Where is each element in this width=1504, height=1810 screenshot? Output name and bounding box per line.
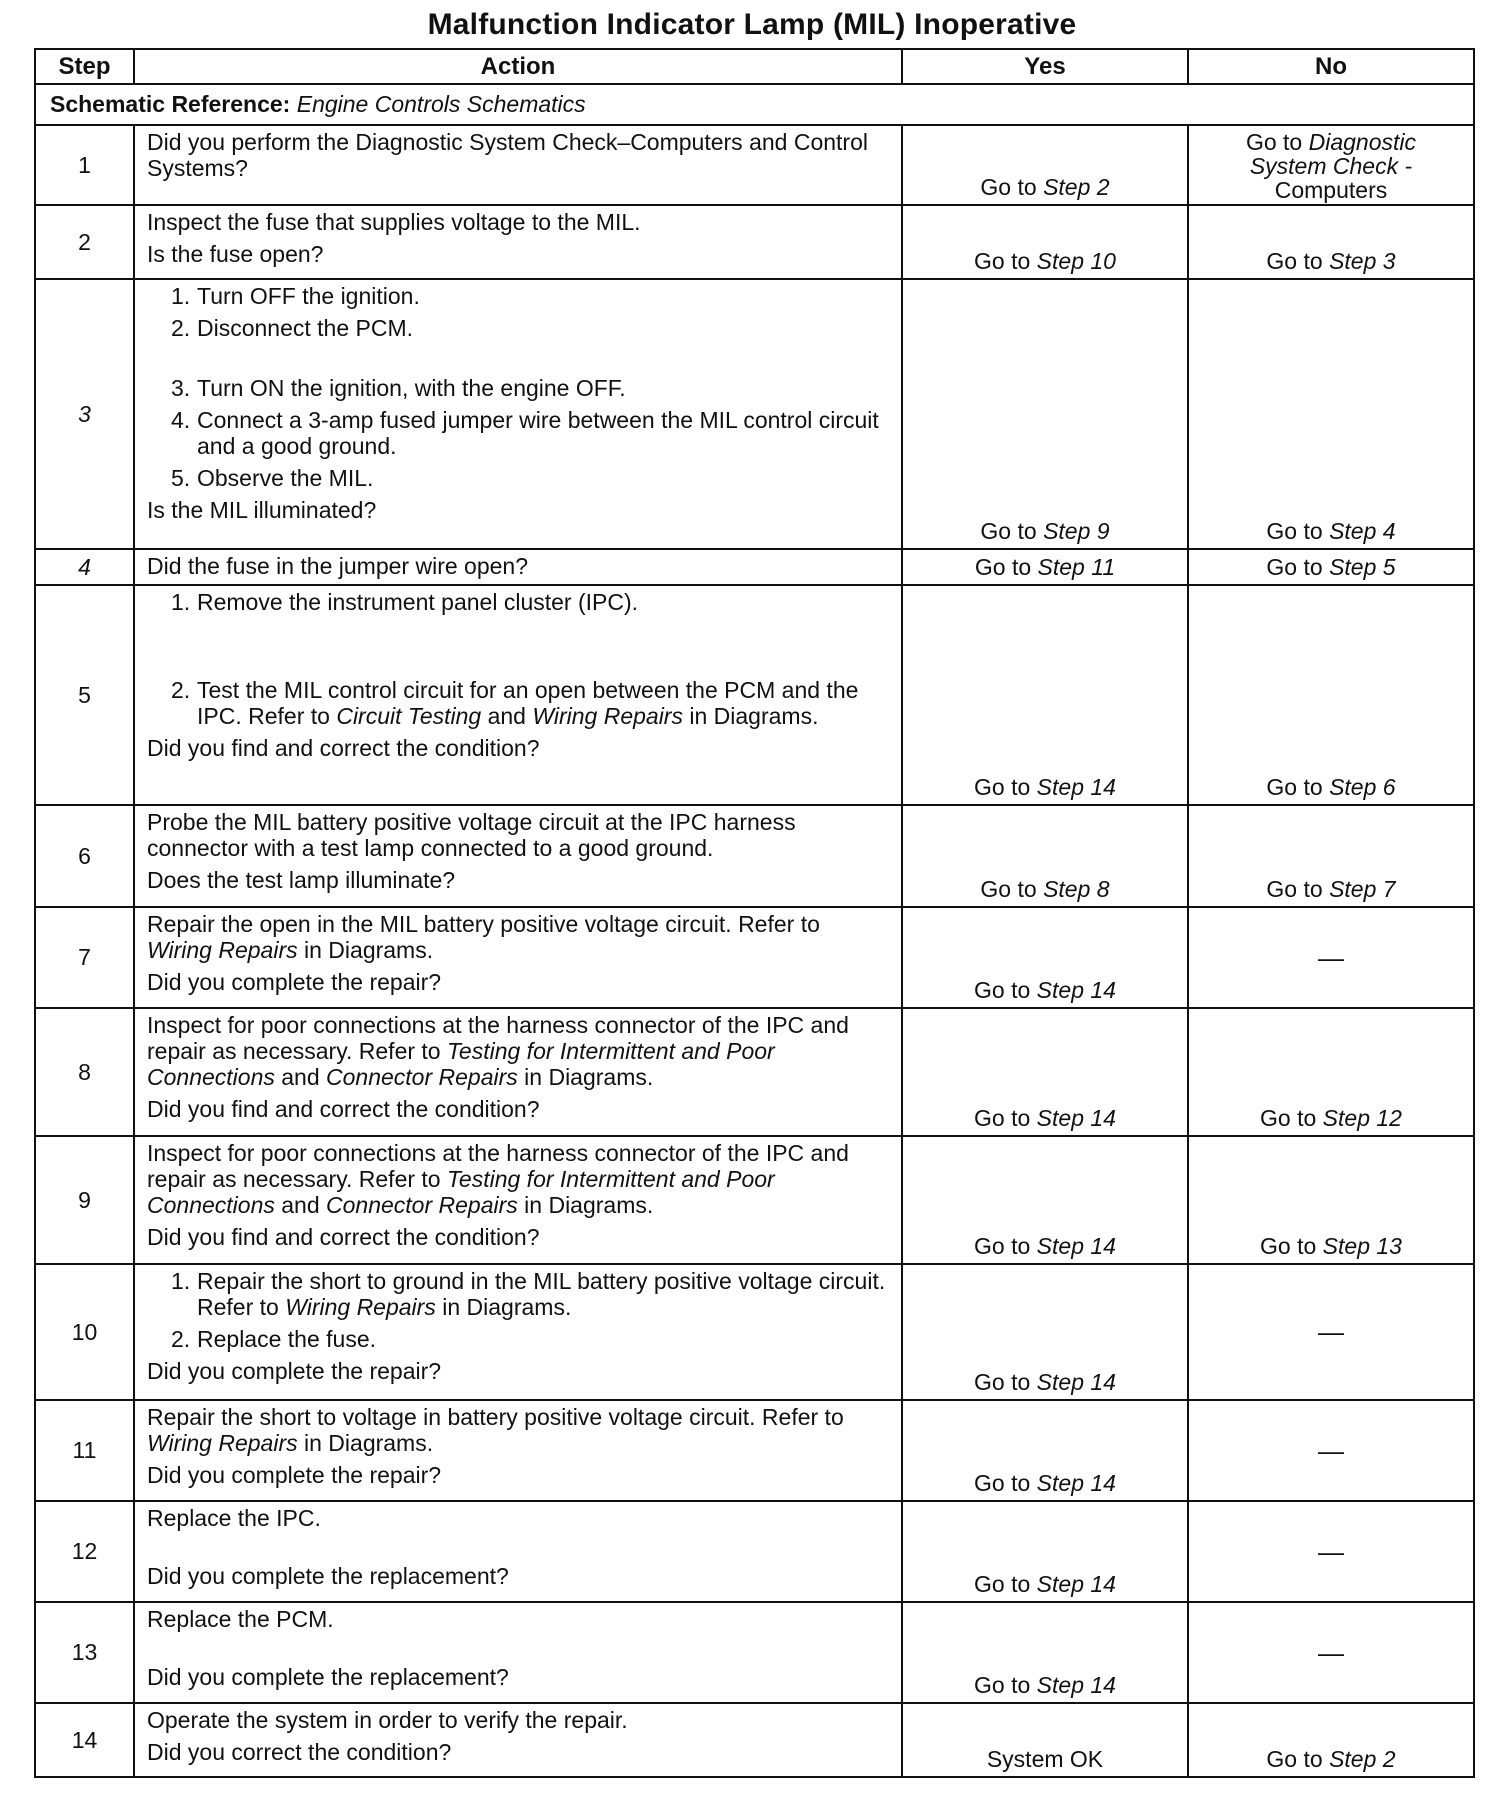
no-dash: — <box>1318 1435 1344 1465</box>
no-cell: Go to Step 3 <box>1188 205 1474 279</box>
action-question: Did you complete the repair? <box>147 1358 442 1384</box>
list-item: 5. Observe the MIL. <box>171 465 374 491</box>
action-question: Is the MIL illuminated? <box>147 497 377 523</box>
yes-step-link[interactable]: Step 14 <box>1036 1470 1116 1496</box>
yes-cell: Go to Step 11 <box>902 549 1188 585</box>
list-item: 2. Replace the fuse. <box>171 1326 377 1352</box>
header-action: Action <box>134 49 902 84</box>
action-cell: Inspect for poor connections at the harness connector of the IPC and repair as necessary. Refer to Testing for Intermittent and Poor Connections and Connector Repairs in Diagrams. Did you find and correct the condition? <box>134 1008 902 1136</box>
action-question: Did you complete the replacement? <box>147 1563 509 1589</box>
system-ok-text: System OK <box>986 1746 1104 1772</box>
no-cell: Go to Step 5 <box>1188 549 1474 585</box>
table-row <box>35 1008 1474 1136</box>
no-step-link[interactable]: Step 4 <box>1329 518 1396 544</box>
connector-repairs-link[interactable]: Connector Repairs <box>326 1192 518 1218</box>
action-cell: Operate the system in order to verify the repair. Did you correct the condition? <box>134 1703 902 1777</box>
action-cell: Probe the MIL battery positive voltage circuit at the IPC harness connector with a test lamp connected to a good ground. Does the test lamp illuminate? <box>134 805 902 907</box>
action-steps <box>147 589 891 729</box>
table-row <box>35 1400 1474 1501</box>
yes-cell: Go to Step 14 <box>902 1264 1188 1400</box>
action-cell <box>134 549 902 585</box>
action-cell <box>134 1264 902 1400</box>
yes-cell: Go to Step 14 <box>902 1602 1188 1703</box>
circuit-testing-link[interactable]: Circuit Testing <box>336 703 482 729</box>
step-number: 1 <box>35 125 134 205</box>
no-cell <box>1188 907 1474 1008</box>
yes-cell: Go to Step 14 <box>902 585 1188 805</box>
schematic-reference-label: Schematic Reference: <box>50 91 291 117</box>
header-row <box>35 49 1474 84</box>
yes-step-link[interactable]: Step 14 <box>1036 977 1116 1003</box>
table-row <box>35 1602 1474 1703</box>
list-item: 3. Turn ON the ignition, with the engine OFF. <box>171 375 626 401</box>
header-no: No <box>1188 49 1474 84</box>
action-question: Did you correct the condition? <box>147 1739 452 1765</box>
no-dash: — <box>1318 1536 1344 1566</box>
no-dash: — <box>1318 1316 1344 1347</box>
yes-step-link[interactable]: Step 14 <box>1036 1369 1116 1395</box>
yes-step-link[interactable]: Step 14 <box>1036 1672 1116 1698</box>
action-question: Did the fuse in the jumper wire open? <box>147 553 528 579</box>
yes-cell: Go to Step 14 <box>902 907 1188 1008</box>
yes-cell: Go to Step 14 <box>902 1501 1188 1602</box>
page-title: Malfunction Indicator Lamp (MIL) Inoperative <box>427 8 1077 41</box>
yes-step-link[interactable]: Step 14 <box>1036 1571 1116 1597</box>
step-number: 3 <box>35 279 134 549</box>
header-step: Step <box>35 49 134 84</box>
step-number: 4 <box>35 549 134 585</box>
action-cell <box>134 279 902 549</box>
step-number: 2 <box>35 205 134 279</box>
no-cell: Go to Step 12 <box>1188 1008 1474 1136</box>
step-number: 12 <box>35 1501 134 1602</box>
no-cell: Go to Step 13 <box>1188 1136 1474 1264</box>
no-cell: Go to Step 2 <box>1188 1703 1474 1777</box>
intermittent-connections-link[interactable]: Testing for Intermittent and Poor Connections <box>147 1166 775 1218</box>
action-question: Did you find and correct the condition? <box>147 1096 540 1122</box>
step-number: 6 <box>35 805 134 907</box>
table-row <box>35 1501 1474 1602</box>
no-cell <box>1188 1602 1474 1703</box>
action-cell: Repair the open in the MIL battery positive voltage circuit. Refer to Wiring Repairs in Diagrams. Did you complete the repair? <box>134 907 902 1008</box>
no-step-link[interactable]: Step 7 <box>1329 876 1396 902</box>
no-dash: — <box>1318 1637 1344 1667</box>
yes-step-link[interactable]: Step 9 <box>1043 518 1110 544</box>
wiring-repairs-link[interactable]: Wiring Repairs <box>285 1294 436 1320</box>
yes-cell: Go to Step 14 <box>902 1400 1188 1501</box>
action-cell <box>134 585 902 805</box>
list-item: 1. Remove the instrument panel cluster (IPC). <box>171 589 639 615</box>
schematic-reference-link[interactable]: Engine Controls Schematics <box>296 91 586 117</box>
wiring-repairs-link[interactable]: Wiring Repairs <box>147 1430 298 1456</box>
yes-cell: Go to Step 14 <box>902 1136 1188 1264</box>
yes-step-link[interactable]: Step 11 <box>1037 554 1116 580</box>
list-item: 2. Test the MIL control circuit for an open between the PCM and the IPC. Refer to Circuit Testing and Wiring Repairs in Diagrams. <box>171 677 859 729</box>
yes-cell: Go to Step 9 <box>902 279 1188 549</box>
no-step-link[interactable]: Step 3 <box>1329 248 1396 274</box>
list-item: 4. Connect a 3-amp fused jumper wire between the MIL control circuit and a good ground. <box>171 407 879 459</box>
no-step-link[interactable]: Step 6 <box>1329 774 1396 800</box>
table-row <box>35 1264 1474 1400</box>
step-number: 8 <box>35 1008 134 1136</box>
no-cell <box>1188 1264 1474 1400</box>
yes-step-link[interactable]: Step 8 <box>1043 876 1110 902</box>
list-item: 1. Repair the short to ground in the MIL battery positive voltage circuit. Refer to Wiring Repairs in Diagrams. <box>171 1268 886 1320</box>
no-cell: Go to Step 4 <box>1188 279 1474 549</box>
yes-step-link[interactable]: Step 10 <box>1036 248 1116 274</box>
table-row <box>35 549 1474 585</box>
list-item: 2. Disconnect the PCM. <box>171 315 414 341</box>
action-question: Did you find and correct the condition? <box>147 1224 540 1250</box>
schematic-reference <box>35 84 1474 125</box>
no-cell <box>1188 1400 1474 1501</box>
step-number: 13 <box>35 1602 134 1703</box>
table-row <box>35 1703 1474 1777</box>
no-cell: Go to Step 7 <box>1188 805 1474 907</box>
action-question: Did you complete the replacement? <box>147 1664 509 1690</box>
step-number: 9 <box>35 1136 134 1264</box>
table-row <box>35 585 1474 805</box>
step-number: 11 <box>35 1400 134 1501</box>
table-row <box>35 805 1474 907</box>
no-step-link[interactable]: Step 5 <box>1329 554 1396 580</box>
wiring-repairs-link[interactable]: Wiring Repairs <box>147 937 298 963</box>
step-number: 5 <box>35 585 134 805</box>
yes-step-link[interactable]: Step 14 <box>1036 1233 1116 1259</box>
yes-step-link[interactable]: Step 14 <box>1036 1105 1116 1131</box>
yes-step-link[interactable]: Step 2 <box>1043 174 1110 200</box>
no-step-link[interactable]: Step 12 <box>1322 1105 1402 1131</box>
action-question: Did you complete the repair? <box>147 969 442 995</box>
step-number: 14 <box>35 1703 134 1777</box>
step-number: 10 <box>35 1264 134 1400</box>
action-question: Did you complete the repair? <box>147 1462 442 1488</box>
no-step-link[interactable]: Diagnostic <box>1308 129 1417 155</box>
table-row <box>35 907 1474 1008</box>
action-steps <box>147 283 891 491</box>
connector-repairs-link[interactable]: Connector Repairs <box>326 1064 518 1090</box>
yes-step-link[interactable]: Step 14 <box>1036 774 1116 800</box>
header-yes: Yes <box>902 49 1188 84</box>
action-cell: Inspect the fuse that supplies voltage to the MIL. Is the fuse open? <box>134 205 902 279</box>
schematic-reference-row <box>35 84 1474 125</box>
table-row <box>35 205 1474 279</box>
no-step-link[interactable]: Step 2 <box>1329 1746 1396 1772</box>
action-cell: Repair the short to voltage in battery positive voltage circuit. Refer to Wiring Repairs in Diagrams. Did you complete the repair? <box>134 1400 902 1501</box>
action-cell: Replace the PCM. Did you complete the replacement? <box>134 1602 902 1703</box>
no-dash: — <box>1318 942 1344 972</box>
table-row <box>35 1136 1474 1264</box>
action-question: Is the fuse open? <box>147 241 324 267</box>
step-number: 7 <box>35 907 134 1008</box>
no-cell: Go to Step 6 <box>1188 585 1474 805</box>
action-cell: Replace the IPC. Did you complete the replacement? <box>134 1501 902 1602</box>
list-item: 1. Turn OFF the ignition. <box>171 283 420 309</box>
intermittent-connections-link[interactable]: Testing for Intermittent and Poor Connections <box>147 1038 775 1090</box>
action-question: Does the test lamp illuminate? <box>147 867 456 893</box>
wiring-repairs-link[interactable]: Wiring Repairs <box>532 703 683 729</box>
table-row <box>35 279 1474 549</box>
yes-cell: Go to Step 10 <box>902 205 1188 279</box>
action-cell <box>134 125 902 205</box>
action-cell: Inspect for poor connections at the harness connector of the IPC and repair as necessary. Refer to Testing for Intermittent and Poor Connections and Connector Repairs in Diagrams. Did you find and correct the condition? <box>134 1136 902 1264</box>
yes-cell: Go to Step 2 <box>902 125 1188 205</box>
action-question: Did you find and correct the condition? <box>147 735 540 761</box>
yes-cell: Go to Step 14 <box>902 1008 1188 1136</box>
diagnostic-table <box>34 48 1475 1778</box>
yes-cell: Go to Step 8 <box>902 805 1188 907</box>
table-row <box>35 125 1474 205</box>
yes-cell <box>902 1703 1188 1777</box>
no-cell <box>1188 1501 1474 1602</box>
action-steps <box>147 1268 891 1352</box>
no-cell: Go to Diagnostic System Check - Computers <box>1188 125 1474 205</box>
no-step-link[interactable]: Step 13 <box>1322 1233 1402 1259</box>
action-question: Did you perform the Diagnostic System Check–Computers and Control Systems? <box>147 129 868 181</box>
